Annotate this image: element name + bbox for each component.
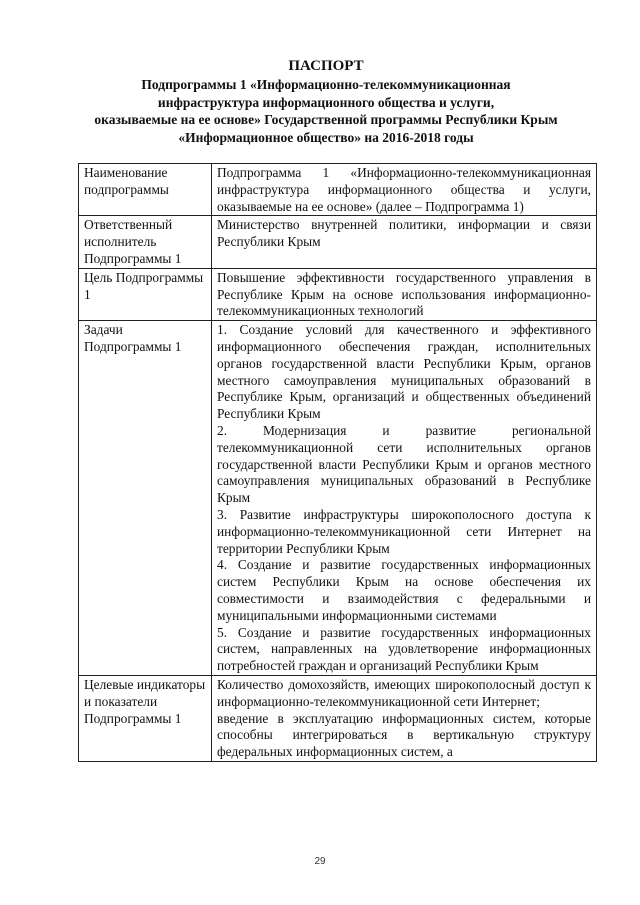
table-row <box>79 268 597 320</box>
passport-table <box>78 163 597 762</box>
heading-line: Подпрограммы 1 «Информационно-телекоммуникационная <box>141 77 511 92</box>
row-label: Целевые индикаторы и показатели Подпрограммы 1 <box>79 675 212 761</box>
task-item: 5. Создание и развитие государственных информационных систем, направленных на удовлетворение информационных потребностей граждан и организаций Республики Крым <box>217 624 591 674</box>
table-row <box>79 675 597 761</box>
table-row <box>79 164 597 216</box>
heading-line: инфраструктура информационного общества и услуги, <box>157 94 495 110</box>
content-paragraph: Количество домохозяйств, имеющих широкополосный доступ к информационно-телекоммуникационной сети Интернет; <box>217 676 591 709</box>
table-row <box>79 321 597 676</box>
heading-line: оказываемые на ее основе» Государственной программы Республики Крым <box>94 112 558 127</box>
task-item: 3. Развитие инфраструктуры широкополосного доступа к информационно-телекоммуникационной сети Интернет на территории Республики Крым <box>217 506 591 556</box>
row-content <box>212 321 597 676</box>
row-label: Наименование подпрограммы <box>79 164 212 216</box>
task-item: 4. Создание и развитие государственных информационных систем Республики Крым на основе обеспечения их совместимости и взаимодействия с федеральными и муниципальными информационными системами <box>217 557 591 623</box>
document-heading <box>40 56 612 146</box>
row-content <box>212 164 597 216</box>
heading-line: «Информационное общество» на 2016-2018 годы <box>178 129 474 145</box>
row-content <box>212 216 597 268</box>
row-label: Цель Подпрограммы 1 <box>79 268 212 320</box>
task-item: 1. Создание условий для качественного и эффективного информационного обеспечения граждан, исполнительных органов государственной власти Республики Крым, органов местного самоуправления муниципальных образований в Республике Крым, организаций и общественных объединений Республики Крым <box>217 322 591 422</box>
page-number: 29 <box>314 856 326 867</box>
task-item: 2. Модернизация и развитие региональной телекоммуникационной сети исполнительных органов государственной власти Республики Крым и органов местного самоуправления муниципальных образований в Республике Крым <box>217 422 591 506</box>
content-paragraph: Министерство внутренней политики, информации и связи Республики Крым <box>217 217 591 250</box>
content-paragraph: Повышение эффективности государственного управления в Республике Крым на основе использования информационно-телекоммуникационных технологий <box>217 269 591 319</box>
row-content <box>212 268 597 320</box>
table-row <box>79 216 597 268</box>
content-paragraph: Подпрограмма 1 «Информационно-телекоммуникационная инфраструктура информационного общества и услуги, оказываемые на ее основе» (далее – Подпрограмма 1) <box>217 165 591 214</box>
row-label: Ответственный исполнитель Подпрограммы 1 <box>79 216 212 268</box>
content-paragraph: введение в эксплуатацию информационных систем, которые способны интегрироваться в вертикальную структуру федеральных информационных систем, а <box>217 710 591 760</box>
row-content <box>212 675 597 761</box>
row-label: Задачи Подпрограммы 1 <box>79 321 212 676</box>
heading-title: ПАСПОРТ <box>288 58 364 74</box>
